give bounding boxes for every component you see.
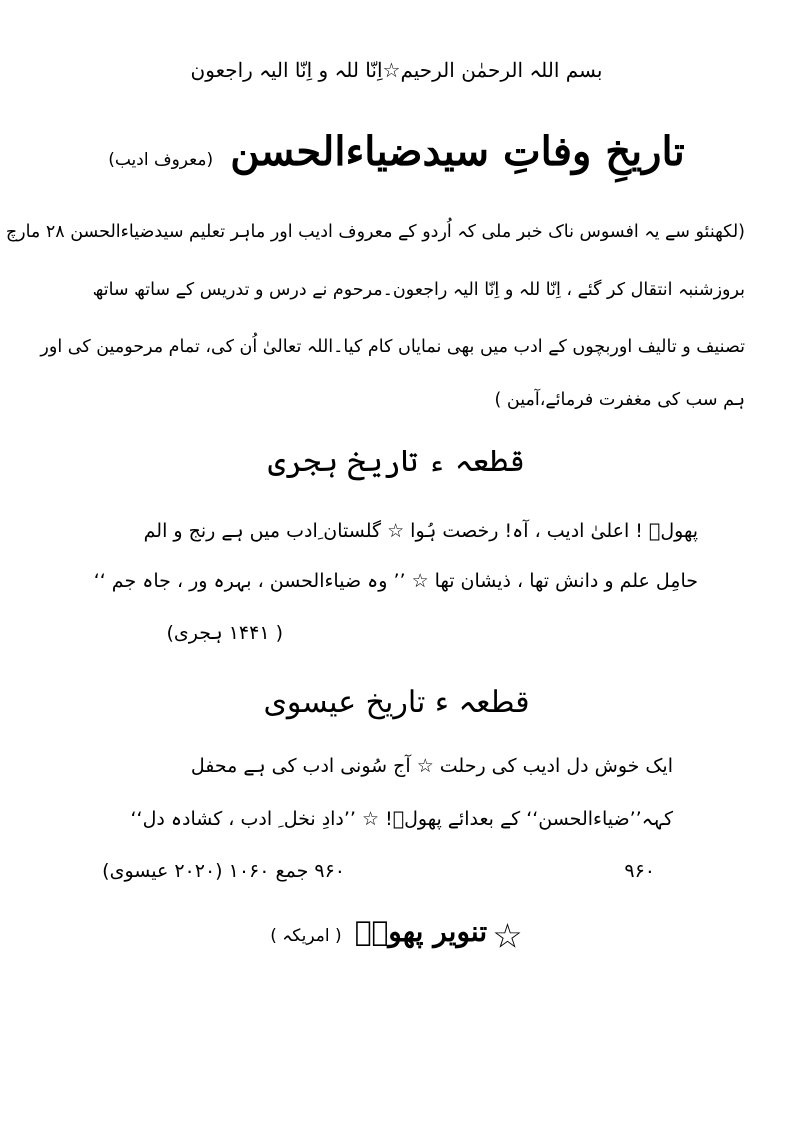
paragraph-line-4: ہم سب کی مغفرت فرمائے،آمین ) [494,390,745,410]
page-title: تاریخِ وفاتِ سیدضیاءالحسن [230,128,685,175]
isawi-calc-left: ۹۶۰ جمع ۱۰۶۰ (۲۰۲۰ عیسوی) [102,860,345,882]
hijri-verse-2: حامِل علم و دانش تھا ، ذیشان تھا ☆ ’’ وہ ضیاءالحسن ، بہرہ ور ، جاہ جم ‘‘ [93,570,698,592]
isawi-calc-right: ۹۶۰ [624,860,655,882]
hijri-heading: قطعہ ء تاریخ ہجری [267,444,526,479]
author-name: تنویر پھولؔ [354,915,488,948]
isawi-verse-2: کہہ’’ضیاءالحسن‘‘ کے بعدائے پھولؔ! ☆ ’’دادِ نخل ِ ادب ، کشادہ دل‘‘ [130,808,673,830]
isawi-verse-1: ایک خوش دل ادیب کی رحلت ☆ آج سُونی ادب کی ہے محفل [190,755,673,777]
paragraph-line-3: تصنیف و تالیف اوربچوں کے ادب میں بھی نمایاں کام کیا۔اللہ تعالیٰ اُن کی، تمام مرحومین کی اور [40,337,745,357]
page-subtitle: (معروف ادیب) [108,150,214,170]
signature-row [0,915,793,957]
paragraph-line-2: بروزشنبہ انتقال کر گئے ، اِنّا للہ و اِنّا الیہ راجعون۔مرحوم نے درس و تدریس کے ساتھ ساتھ [92,280,745,300]
hijri-year: ( ۱۴۴۱ ہجری) [166,622,283,644]
author-location: ( امریکہ ) [270,926,342,946]
bismillah-line: بسم اللہ الرحمٰن الرحیم☆اِنّا للہ و اِنّا الیہ راجعون [190,58,603,82]
paragraph-line-1: (لکھنئو سے یہ افسوس ناک خبر ملی کہ اُردو کے معروف ادیب اور ماہر تعلیم سیدضیاءالحسن ۲۸ مارچ [5,222,745,242]
title-row [0,128,793,175]
hijri-verse-1: پھولؔ ! اعلیٰ ادیب ، آہ! رخصت ہُوا ☆ گلستان ِادب میں ہے رنج و الم [143,520,698,542]
star-icon: ☆ [492,916,523,957]
isawi-heading: قطعہ ء تاریخ عیسوی [263,685,530,720]
